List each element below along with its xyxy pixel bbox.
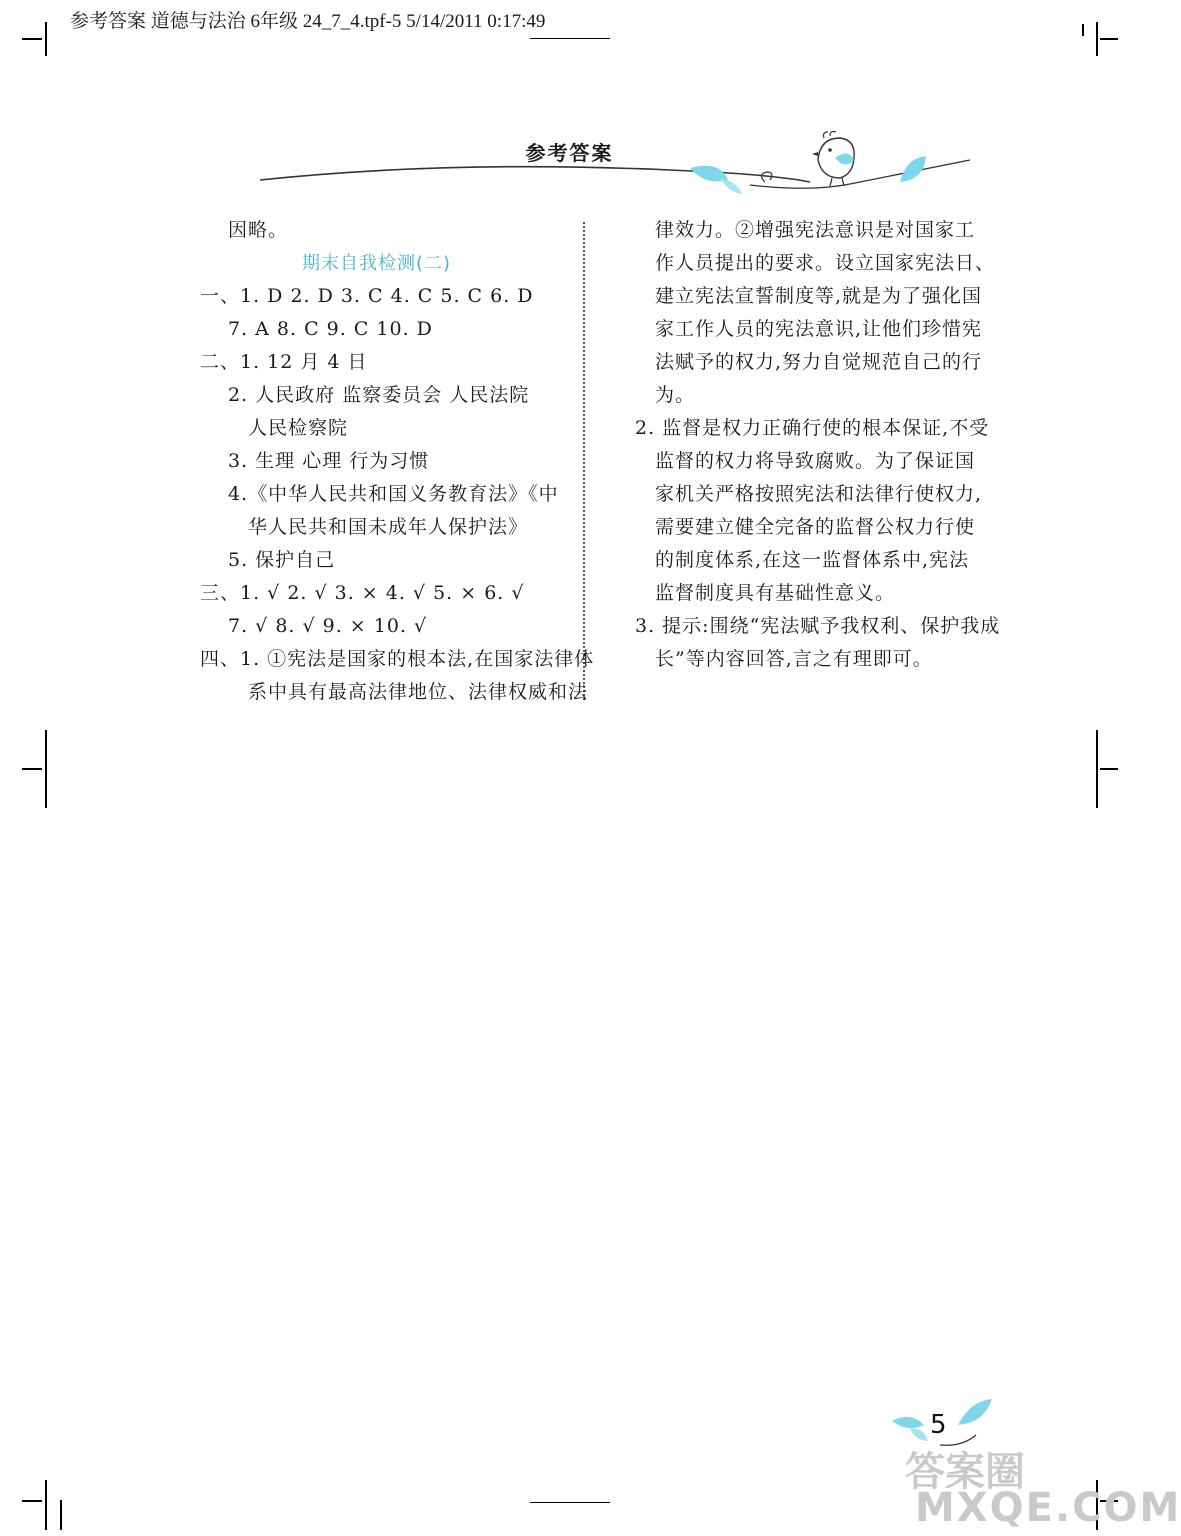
leaf-icon: [958, 1399, 992, 1425]
text-line: 为。: [655, 384, 696, 406]
text-line: 4.《中华人民共和国义务教育法》《中: [228, 483, 559, 505]
text-line: 需要建立健全完备的监督公权力行使: [655, 516, 976, 538]
text-line: 二、1. 12 月 4 日: [200, 351, 368, 373]
text-line: 监督制度具有基础性意义。: [655, 582, 896, 604]
text-line: 3. 提示:围绕“宪法赋予我权利、保护我成: [635, 615, 1001, 637]
text-line: 7. A 8. C 9. C 10. D: [228, 318, 433, 340]
text-line: 一、1. D 2. D 3. C 4. C 5. C 6. D: [200, 285, 534, 307]
text-line: 因略。: [228, 219, 289, 241]
text-line: 律效力。②增强宪法意识是对国家工: [655, 219, 976, 241]
text-line: 华人民共和国未成年人保护法》: [248, 516, 529, 538]
leaf-icon: [690, 166, 742, 194]
text-line: 2. 监督是权力正确行使的根本保证,不受: [635, 417, 990, 439]
text-line: 家机关严格按照宪法和法律行使权力,: [655, 483, 983, 505]
header-decoration: [250, 130, 980, 200]
text-line: 作人员提出的要求。设立国家宪法日、: [655, 252, 996, 274]
text-line: 法赋予的权力,努力自觉规范自己的行: [655, 351, 983, 373]
text-line: 家工作人员的宪法意识,让他们珍惜宪: [655, 318, 983, 340]
leaf-icon: [900, 156, 926, 182]
text-line: 三、1. √ 2. √ 3. × 4. √ 5. × 6. √: [200, 582, 525, 604]
watermark-url: MXQE.COM: [915, 1485, 1181, 1531]
text-line: 人民检察院: [248, 417, 349, 439]
text-line: 2. 人民政府 监察委员会 人民法院: [228, 384, 530, 406]
column-divider: [583, 222, 585, 700]
text-line: 的制度体系,在这一监督体系中,宪法: [655, 549, 970, 571]
bird-icon: [812, 132, 854, 187]
print-slug: 参考答案 道德与法治 6年级 24_7_4.tpf-5 5/14/2011 0:17:49: [70, 11, 546, 32]
text-line: 系中具有最高法律地位、法律权威和法: [248, 681, 589, 703]
text-line: 长”等内容回答,言之有理即可。: [655, 648, 933, 670]
text-line: 监督的权力将导致腐败。为了保证国: [655, 450, 976, 472]
text-line: 四、1. ①宪法是国家的根本法,在国家法律体: [200, 648, 595, 670]
text-line: 5. 保护自己: [228, 549, 336, 571]
leaf-icon: [892, 1417, 924, 1428]
watermark-logo: 答案圈: [905, 1449, 1025, 1495]
text-line: 建立宪法宣誓制度等,就是为了强化国: [655, 285, 983, 307]
text-line: 3. 生理 心理 行为习惯: [228, 450, 430, 472]
header-title: 参考答案: [525, 141, 614, 165]
page-number: 5: [930, 1410, 947, 1440]
section-title: 期末自我检测(二): [302, 253, 452, 274]
text-line: 7. √ 8. √ 9. × 10. √: [228, 615, 428, 637]
